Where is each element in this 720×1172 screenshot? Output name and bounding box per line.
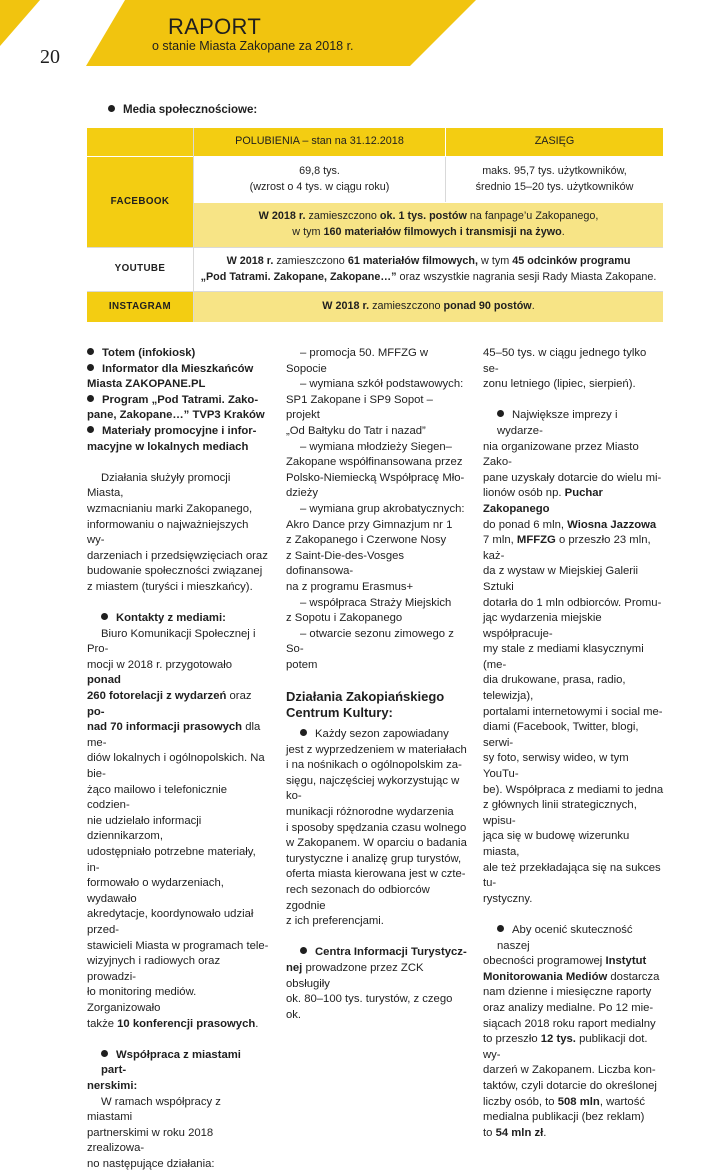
paragraph-line: Biuro Komunikacji Społecznej i Pro-	[87, 627, 256, 656]
paragraph-line: no następujące działania:	[87, 1157, 215, 1170]
paragraph-line: W ramach współpracy z miastami	[87, 1095, 221, 1124]
paragraph-line: sy foto, serwisy wideo, w tym YouTu-	[483, 752, 629, 781]
list-line: – otwarcie sezonu zimowego z So-	[286, 627, 454, 656]
table-divider	[87, 247, 663, 248]
bullet-icon	[497, 925, 504, 932]
paragraph-line: liczby osób, to 508 mln, wartość	[483, 1095, 646, 1108]
contacts-heading: Kontakty z mediami:	[87, 611, 269, 627]
list-line: z Zakopanego i Czerwone Nosy	[286, 534, 447, 547]
page-number: 20	[40, 46, 60, 68]
facebook-label: FACEBOOK	[87, 157, 193, 247]
paragraph-line: ło monitoring mediów. Zorganizowało	[87, 986, 197, 1014]
list-line: – wymiana grup akrobatycznych:	[300, 502, 465, 515]
column-2	[286, 346, 468, 1023]
list-line: na z programu Erasmus+	[286, 580, 414, 593]
paragraph-line: Największe imprezy i wydarze-	[497, 409, 618, 437]
facebook-reach-max: maks. 95,7 tys. użytkowników,	[482, 164, 627, 177]
table-divider	[445, 157, 446, 202]
paragraph-line: taktów, czyli dotarcie do określonej	[483, 1079, 657, 1092]
paragraph-line: dia drukowane, prasa, radio, telewizja),	[483, 674, 626, 703]
paragraph-line: pane uzyskały dotarcie do wielu mi-	[483, 471, 662, 484]
partner-heading-cont: nerskimi:	[87, 1079, 138, 1092]
paragraph-line: lionów osób np. Puchar Zakopanego	[483, 487, 603, 515]
bullet-icon	[108, 105, 115, 112]
paragraph-line: w Zakopanem. W oparciu o badania	[286, 837, 467, 850]
paragraph-line: diów lokalnych i ogólnopolskich. Na bie-	[87, 752, 265, 781]
paragraph-line: be). Współpraca z mediami to jedna	[483, 783, 664, 796]
bullet-icon	[87, 395, 94, 402]
paragraph-line: my stale z mediami klasycznymi (me-	[483, 643, 644, 671]
paragraph-line: nej prowadzone przez ZCK obsługiły	[286, 961, 424, 990]
list-line: z Saint-Die-des-Vosges dofinansowa-	[286, 549, 405, 578]
zck-heading-line2: Centrum Kultury:	[286, 705, 393, 721]
section-label-text: Media społecznościowe:	[123, 104, 258, 116]
list-line: z Sopotu i Zakopanego	[286, 612, 403, 625]
paragraph-line: i na nośnikach o ogólnopolskim za-	[286, 759, 462, 772]
paragraph-line: ale też przekładająca się na sukces tu-	[483, 861, 661, 890]
paragraph-line: 260 fotorelacji z wydarzeń oraz po-	[87, 690, 252, 718]
social-media-table	[87, 128, 663, 322]
table-corner-cell	[87, 128, 193, 156]
list-line: – promocja 50. MFFZG w Sopocie	[286, 347, 429, 375]
paragraph-line: informowaniu o najważniejszych wy-	[87, 518, 249, 547]
list-line: Polsko-Niemiecką Współpracę Mło-	[286, 471, 465, 484]
paragraph-line: rystyczny.	[483, 892, 533, 905]
paragraph-line: żąco mailowo i telefonicznie codzien-	[87, 783, 228, 812]
bullet-icon	[101, 613, 108, 620]
paragraph-line: mocji w 2018 r. przygotowało ponad	[87, 658, 233, 687]
paragraph-line: Monitorowania Mediów dostarcza	[483, 970, 660, 983]
paragraph-line: z głównych linii strategicznych, wpisu-	[483, 799, 637, 827]
paragraph-line: ok. 80–100 tys. turystów, z czego ok.	[286, 993, 453, 1021]
tourist-info-heading: Centra Informacji Turystycz-	[286, 945, 468, 961]
header-left-stripe	[0, 0, 40, 46]
paragraph-line: darzeń w Zakopanem. Liczba kon-	[483, 1064, 656, 1077]
list-line: – wymiana szkół podstawowych:	[300, 378, 464, 391]
instagram-note-line: W 2018 r. zamieszczono ponad 90 postów.	[322, 300, 535, 313]
paragraph-line: formowało o wydarzeniach, wydawało	[87, 877, 224, 905]
paragraph-line: udostępniało potrzebne materiały, in-	[87, 846, 256, 874]
bullet-item-cont: Miasta ZAKOPANE.PL	[87, 378, 206, 391]
paragraph-line: to 54 mln zł.	[483, 1126, 547, 1139]
paragraph-line: rech sezonach do odbiorców zgodnie	[286, 884, 430, 912]
header-subtitle: o stanie Miasta Zakopane za 2018 r.	[152, 39, 354, 53]
list-line: potem	[286, 658, 318, 671]
instagram-label: INSTAGRAM	[87, 292, 193, 322]
paragraph-line: 45–50 tys. w ciągu jednego tylko se-	[483, 347, 647, 375]
bullet-item: Program „Pod Tatrami. Zako-	[87, 393, 269, 409]
column-1	[87, 346, 269, 1172]
paragraph-line: nam dzienne i miesięczne raporty	[483, 986, 652, 999]
paragraph-line: turystyczne i analizę grup turystów,	[286, 852, 462, 865]
paragraph-line: sięgu, najczęściej wykorzystując w ko-	[286, 774, 460, 803]
paragraph-line: obecności programowej Instytut	[483, 955, 647, 968]
bullet-icon	[300, 947, 307, 954]
bullet-icon	[87, 364, 94, 371]
section-label	[108, 104, 257, 116]
paragraph-line: Aby ocenić skuteczność naszej	[497, 923, 633, 952]
list-line: Akro Dance przy Gimnazjum nr 1	[286, 518, 453, 531]
paragraph-line: jest z wyprzedzeniem w materiałach	[286, 743, 467, 756]
paragraph-line: oraz analizy medialne. Po 12 mie-	[483, 1001, 654, 1014]
paragraph-line: dotarła do 1 mln odbiorców. Promu-	[483, 596, 662, 609]
header-title: RAPORT	[168, 14, 262, 39]
paragraph-line: stawicieli Miasta w programach tele-	[87, 939, 269, 952]
paragraph-line: zonu letniego (lipiec, sierpień).	[483, 378, 636, 391]
paragraph-line: wzmacnianiu marki Zakopanego,	[87, 502, 253, 515]
facebook-likes-cell	[194, 157, 445, 202]
paragraph-line: to przeszło 12 tys. publikacji dot. wy-	[483, 1033, 648, 1061]
column-3	[483, 346, 665, 1141]
partner-heading: Współpraca z miastami part-	[101, 1048, 241, 1077]
bullet-item: Totem (infokiosk)	[87, 346, 269, 362]
facebook-note-line2: w tym 160 materiałów filmowych i transmisji na żywo.	[292, 226, 565, 238]
paragraph-line: Działania służyły promocji Miasta,	[87, 471, 231, 500]
paragraph-line: jąc wydarzenia miejskie współpracuje-	[483, 612, 602, 640]
paragraph-line: nad 70 informacji prasowych dla me-	[87, 721, 261, 749]
paragraph-line: wizyjnych i radiowych oraz prowadzi-	[87, 955, 221, 983]
table-divider	[87, 291, 663, 292]
paragraph-line: akredytacje, koordynowało udział przed-	[87, 908, 254, 936]
list-line: Zakopane współfinansowana przez	[286, 456, 463, 469]
youtube-note-line1: W 2018 r. zamieszczono 61 materiałów filmowych, w tym 45 odcinków programu	[226, 254, 631, 267]
youtube-note-line2: „Pod Tatrami. Zakopane, Zakopane…” oraz wszystkie nagrania sesji Rady Miasta Zakopane.	[200, 270, 657, 283]
paragraph-line: Każdy sezon zapowiadany	[286, 727, 468, 743]
table-header-reach: ZASIĘG	[446, 128, 663, 156]
list-line: – współpraca Straży Miejskich	[300, 596, 452, 609]
paragraph-line: da z wystaw w Miejskiej Galerii Sztuki	[483, 565, 639, 593]
paragraph-line: siącach 2018 roku raport medialny	[483, 1017, 656, 1030]
facebook-reach-cell	[446, 157, 663, 202]
list-line: – wymiana młodzieży Siegen–	[300, 440, 452, 453]
paragraph-line: portalami internetowymi i social me-	[483, 705, 663, 718]
paragraph-line: 7 mln, MFFZG o przeszło 23 mln, każ-	[483, 534, 651, 562]
facebook-note-line1: W 2018 r. zamieszczono ok. 1 tys. postów na fanpage’u Zakopanego,	[258, 210, 599, 223]
header-yellow-band	[86, 0, 476, 66]
paragraph-line: darzeniach i przedsięwzięciach oraz	[87, 549, 268, 562]
bullet-icon	[101, 1050, 108, 1057]
paragraph-line: nie udzielało informacji dziennikarzom,	[87, 814, 202, 843]
paragraph-line: i sposoby spędzania czasu wolnego	[286, 821, 467, 834]
paragraph-line: z ich preferencjami.	[286, 915, 384, 928]
list-line: SP1 Zakopane i SP9 Sopot – projekt	[286, 393, 433, 422]
facebook-likes-value: 69,8 tys.	[299, 164, 340, 177]
facebook-likes-growth: (wzrost o 4 tys. w ciągu roku)	[249, 180, 390, 193]
facebook-note-cell	[194, 203, 663, 247]
paragraph-line: oferta miasta kierowana jest w czte-	[286, 868, 466, 881]
paragraph-line: do ponad 6 mln, Wiosna Jazzowa	[483, 518, 657, 531]
list-line: „Od Bałtyku do Tatr i nazad”	[286, 424, 426, 437]
bullet-item-cont: macyjne w lokalnych mediach	[87, 440, 249, 453]
paragraph-line: diami (Facebook, Twitter, blogi, serwi-	[483, 721, 639, 749]
paragraph-line: partnerskimi w roku 2018 zrealizowa-	[87, 1126, 214, 1155]
table-divider	[193, 128, 194, 322]
paragraph-line: budowanie społeczności związanej	[87, 565, 263, 578]
bullet-item: Informator dla Mieszkańców	[87, 362, 269, 378]
paragraph-line: także 10 konferencji prasowych.	[87, 1017, 259, 1030]
paragraph-line: munikacji różnorodne wydarzenia	[286, 806, 454, 819]
instagram-note-cell	[194, 292, 663, 322]
paragraph-line: z miastem (turyści i mieszkańcy).	[87, 580, 253, 593]
bullet-icon	[87, 348, 94, 355]
table-header-likes: POLUBIENIA – stan na 31.12.2018	[194, 128, 445, 156]
bullet-icon	[87, 426, 94, 433]
header-banner	[0, 0, 720, 72]
list-line: dzieży	[286, 487, 319, 500]
bullet-icon	[300, 729, 307, 736]
facebook-reach-avg: średnio 15–20 tys. użytkowników	[475, 180, 634, 193]
bullet-item-cont: pane, Zakopane…” TVP3 Kraków	[87, 409, 265, 422]
youtube-label: YOUTUBE	[87, 248, 193, 291]
youtube-note-cell	[194, 248, 663, 291]
paragraph-line: jąca się w budowę wizerunku miasta,	[483, 830, 630, 858]
bullet-item: Materiały promocyjne i infor-	[87, 424, 269, 440]
paragraph-line: medialna publikacji (bez reklam)	[483, 1111, 645, 1124]
paragraph-line: nia organizowane przez Miasto Zako-	[483, 440, 639, 469]
bullet-icon	[497, 410, 504, 417]
zck-heading-line1: Działania Zakopiańskiego	[286, 689, 445, 705]
